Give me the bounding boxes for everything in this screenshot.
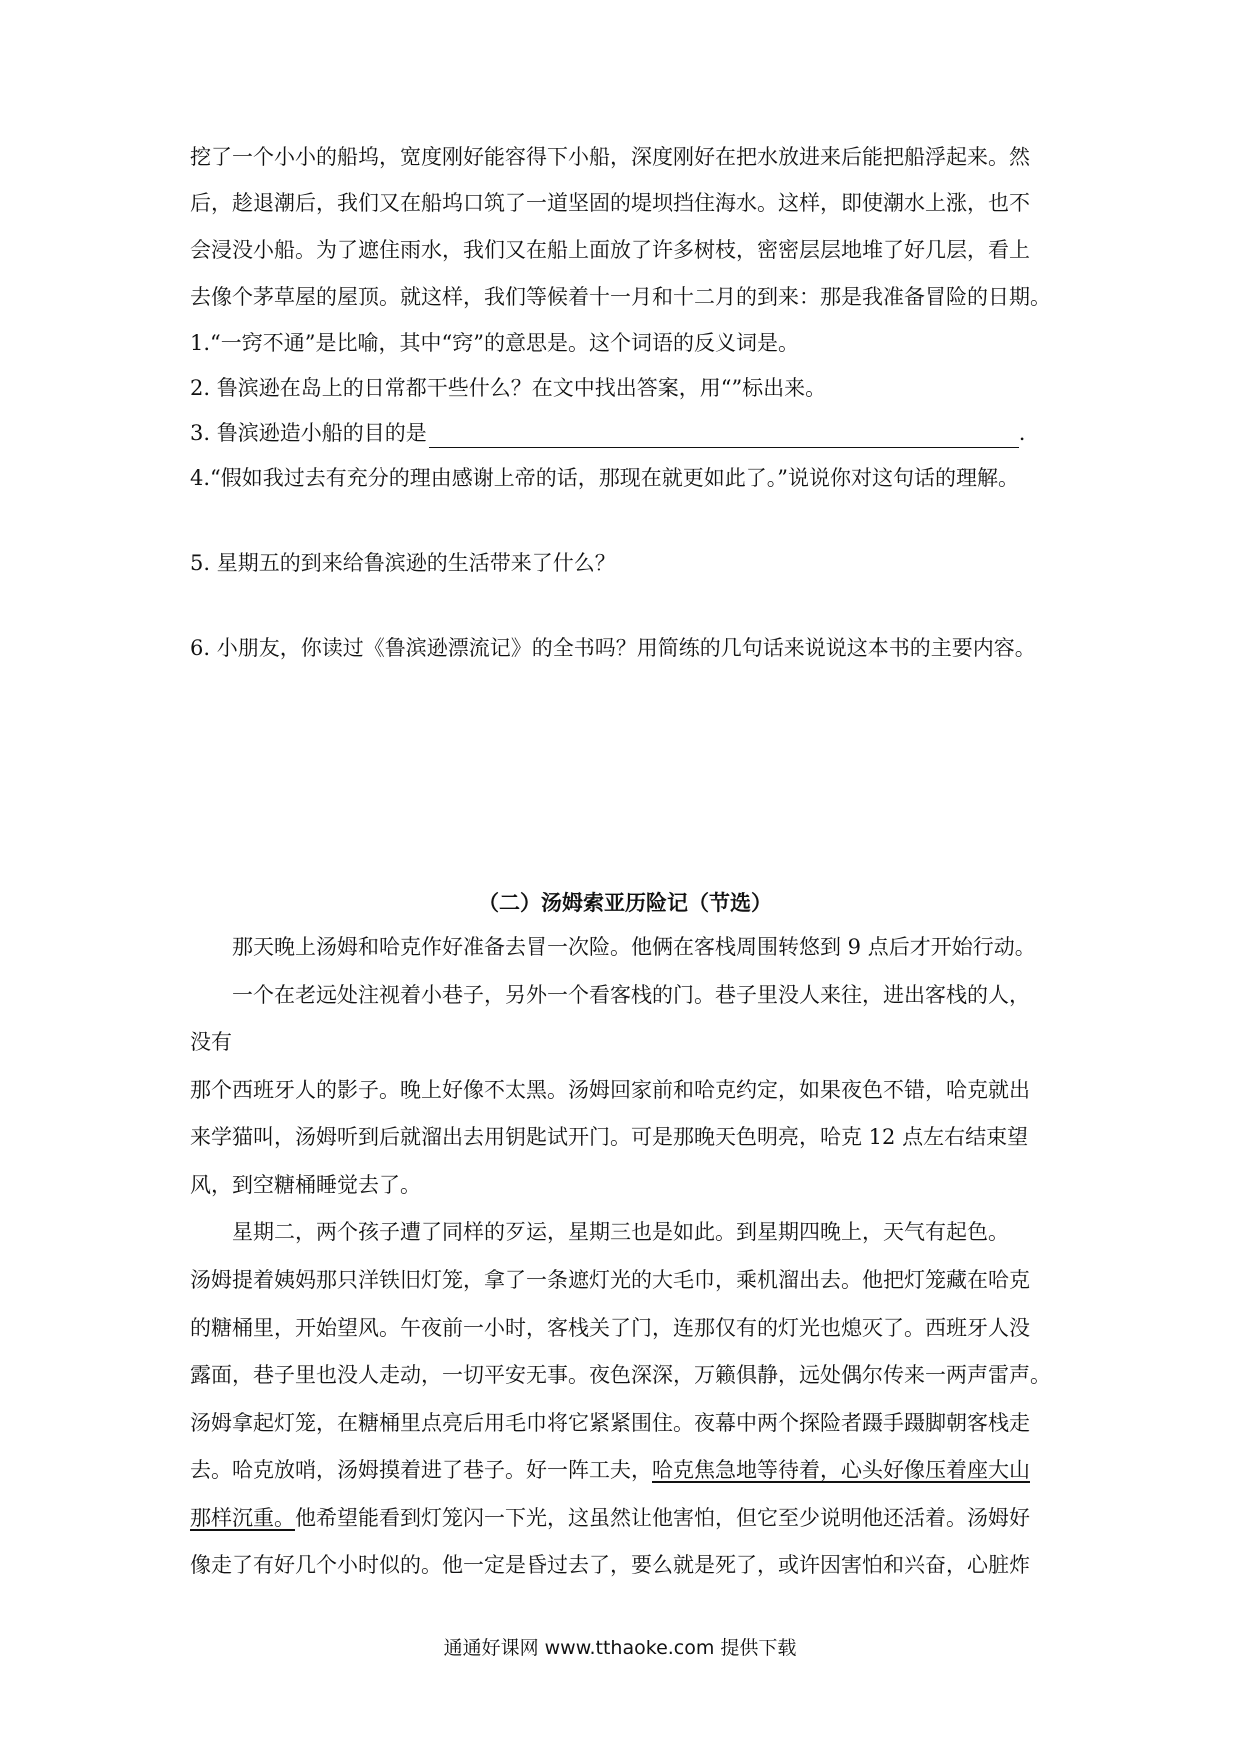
story-text: 去。哈克放哨，汤姆摸着进了巷子。好一阵工夫， — [190, 1458, 652, 1482]
underlined-sentence: 哈克焦急地等待着，心头好像压着座大山 — [652, 1458, 1030, 1482]
question-3-text: 3. 鲁滨逊造小船的目的是 — [190, 421, 427, 445]
story-line: 来学猫叫，汤姆听到后就溜出去用钥匙试开门。可是那晚天色明亮，哈克 12 点左右结束望 — [190, 1125, 1029, 1149]
question-3 — [190, 418, 1060, 448]
passage-line: 会浸没小船。为了遮住雨水，我们又在船上面放了许多树枝，密密层层地堆了好几层，看上 — [190, 238, 1030, 262]
question-3-end: . — [1018, 421, 1026, 445]
underlined-sentence: 那样沉重。 — [190, 1506, 295, 1530]
story-line: 那天晚上汤姆和哈克作好准备去冒一次险。他俩在客栈周围转悠到 9 点后才开始行动。 — [190, 935, 1036, 959]
story-line: 像走了有好几个小时似的。他一定是昏过去了，要么就是死了，或许因害怕和兴奋，心脏炸 — [190, 1553, 1030, 1577]
story-line: 没有 — [190, 1030, 232, 1054]
story-line: 风，到空糖桶睡觉去了。 — [190, 1173, 421, 1197]
story-line: 那个西班牙人的影子。晚上好像不太黑。汤姆回家前和哈克约定，如果夜色不错，哈克就出 — [190, 1078, 1030, 1102]
story-line: 的糖桶里，开始望风。午夜前一小时，客栈关了门，连那仅有的灯光也熄灭了。西班牙人没 — [190, 1316, 1030, 1340]
story-line: 汤姆拿起灯笼，在糖桶里点亮后用毛巾将它紧紧围住。夜幕中两个探险者蹑手蹑脚朝客栈走 — [190, 1411, 1030, 1435]
passage-line: 后，趁退潮后，我们又在船坞口筑了一道坚固的堤坝挡住海水。这样，即使潮水上涨，也不 — [190, 191, 1030, 215]
story-line: 一个在老远处注视着小巷子，另外一个看客栈的门。巷子里没人来往，进出客栈的人， — [190, 983, 1030, 1007]
story-text: 他希望能看到灯笼闪一下光，这虽然让他害怕，但它至少说明他还活着。汤姆好 — [295, 1506, 1030, 1530]
question-4: 4.“假如我过去有充分的理由感谢上帝的话，那现在就更如此了。”说说你对这句话的理解。 — [190, 466, 1020, 490]
story-line — [190, 1455, 1060, 1485]
passage-line: 去像个茅草屋的屋顶。就这样，我们等候着十一月和十二月的到来：那是我准备冒险的日期。 — [190, 285, 1051, 309]
footer-text: 通通好课网 www.tthaoke.com 提供下载 — [443, 1637, 797, 1659]
story-line: 汤姆提着姨妈那只洋铁旧灯笼，拿了一条遮灯光的大毛巾，乘机溜出去。他把灯笼藏在哈克 — [190, 1268, 1030, 1292]
question-5: 5. 星期五的到来给鲁滨逊的生活带来了什么？ — [190, 551, 616, 575]
question-6: 6. 小朋友，你读过《鲁滨逊漂流记》的全书吗？用简练的几句话来说说这本书的主要内容。 — [190, 636, 1036, 660]
story-line: 星期二，两个孩子遭了同样的歹运，星期三也是如此。到星期四晚上，天气有起色。 — [190, 1220, 1009, 1244]
section-title: （二）汤姆索亚历险记（节选） — [478, 890, 772, 915]
story-line — [190, 1503, 1060, 1533]
answer-blank — [429, 425, 1019, 448]
passage-line: 挖了一个小小的船坞，宽度刚好能容得下小船，深度刚好在把水放进来后能把船浮起来。然 — [190, 145, 1030, 169]
story-line: 露面，巷子里也没人走动，一切平安无事。夜色深深，万籁俱静，远处偶尔传来一两声雷声。 — [190, 1363, 1051, 1387]
question-2: 2. 鲁滨逊在岛上的日常都干些什么？在文中找出答案，用“”标出来。 — [190, 376, 827, 400]
question-1: 1.“一窍不通”是比喻，其中“窍”的意思是。这个词语的反义词是。 — [190, 331, 799, 355]
